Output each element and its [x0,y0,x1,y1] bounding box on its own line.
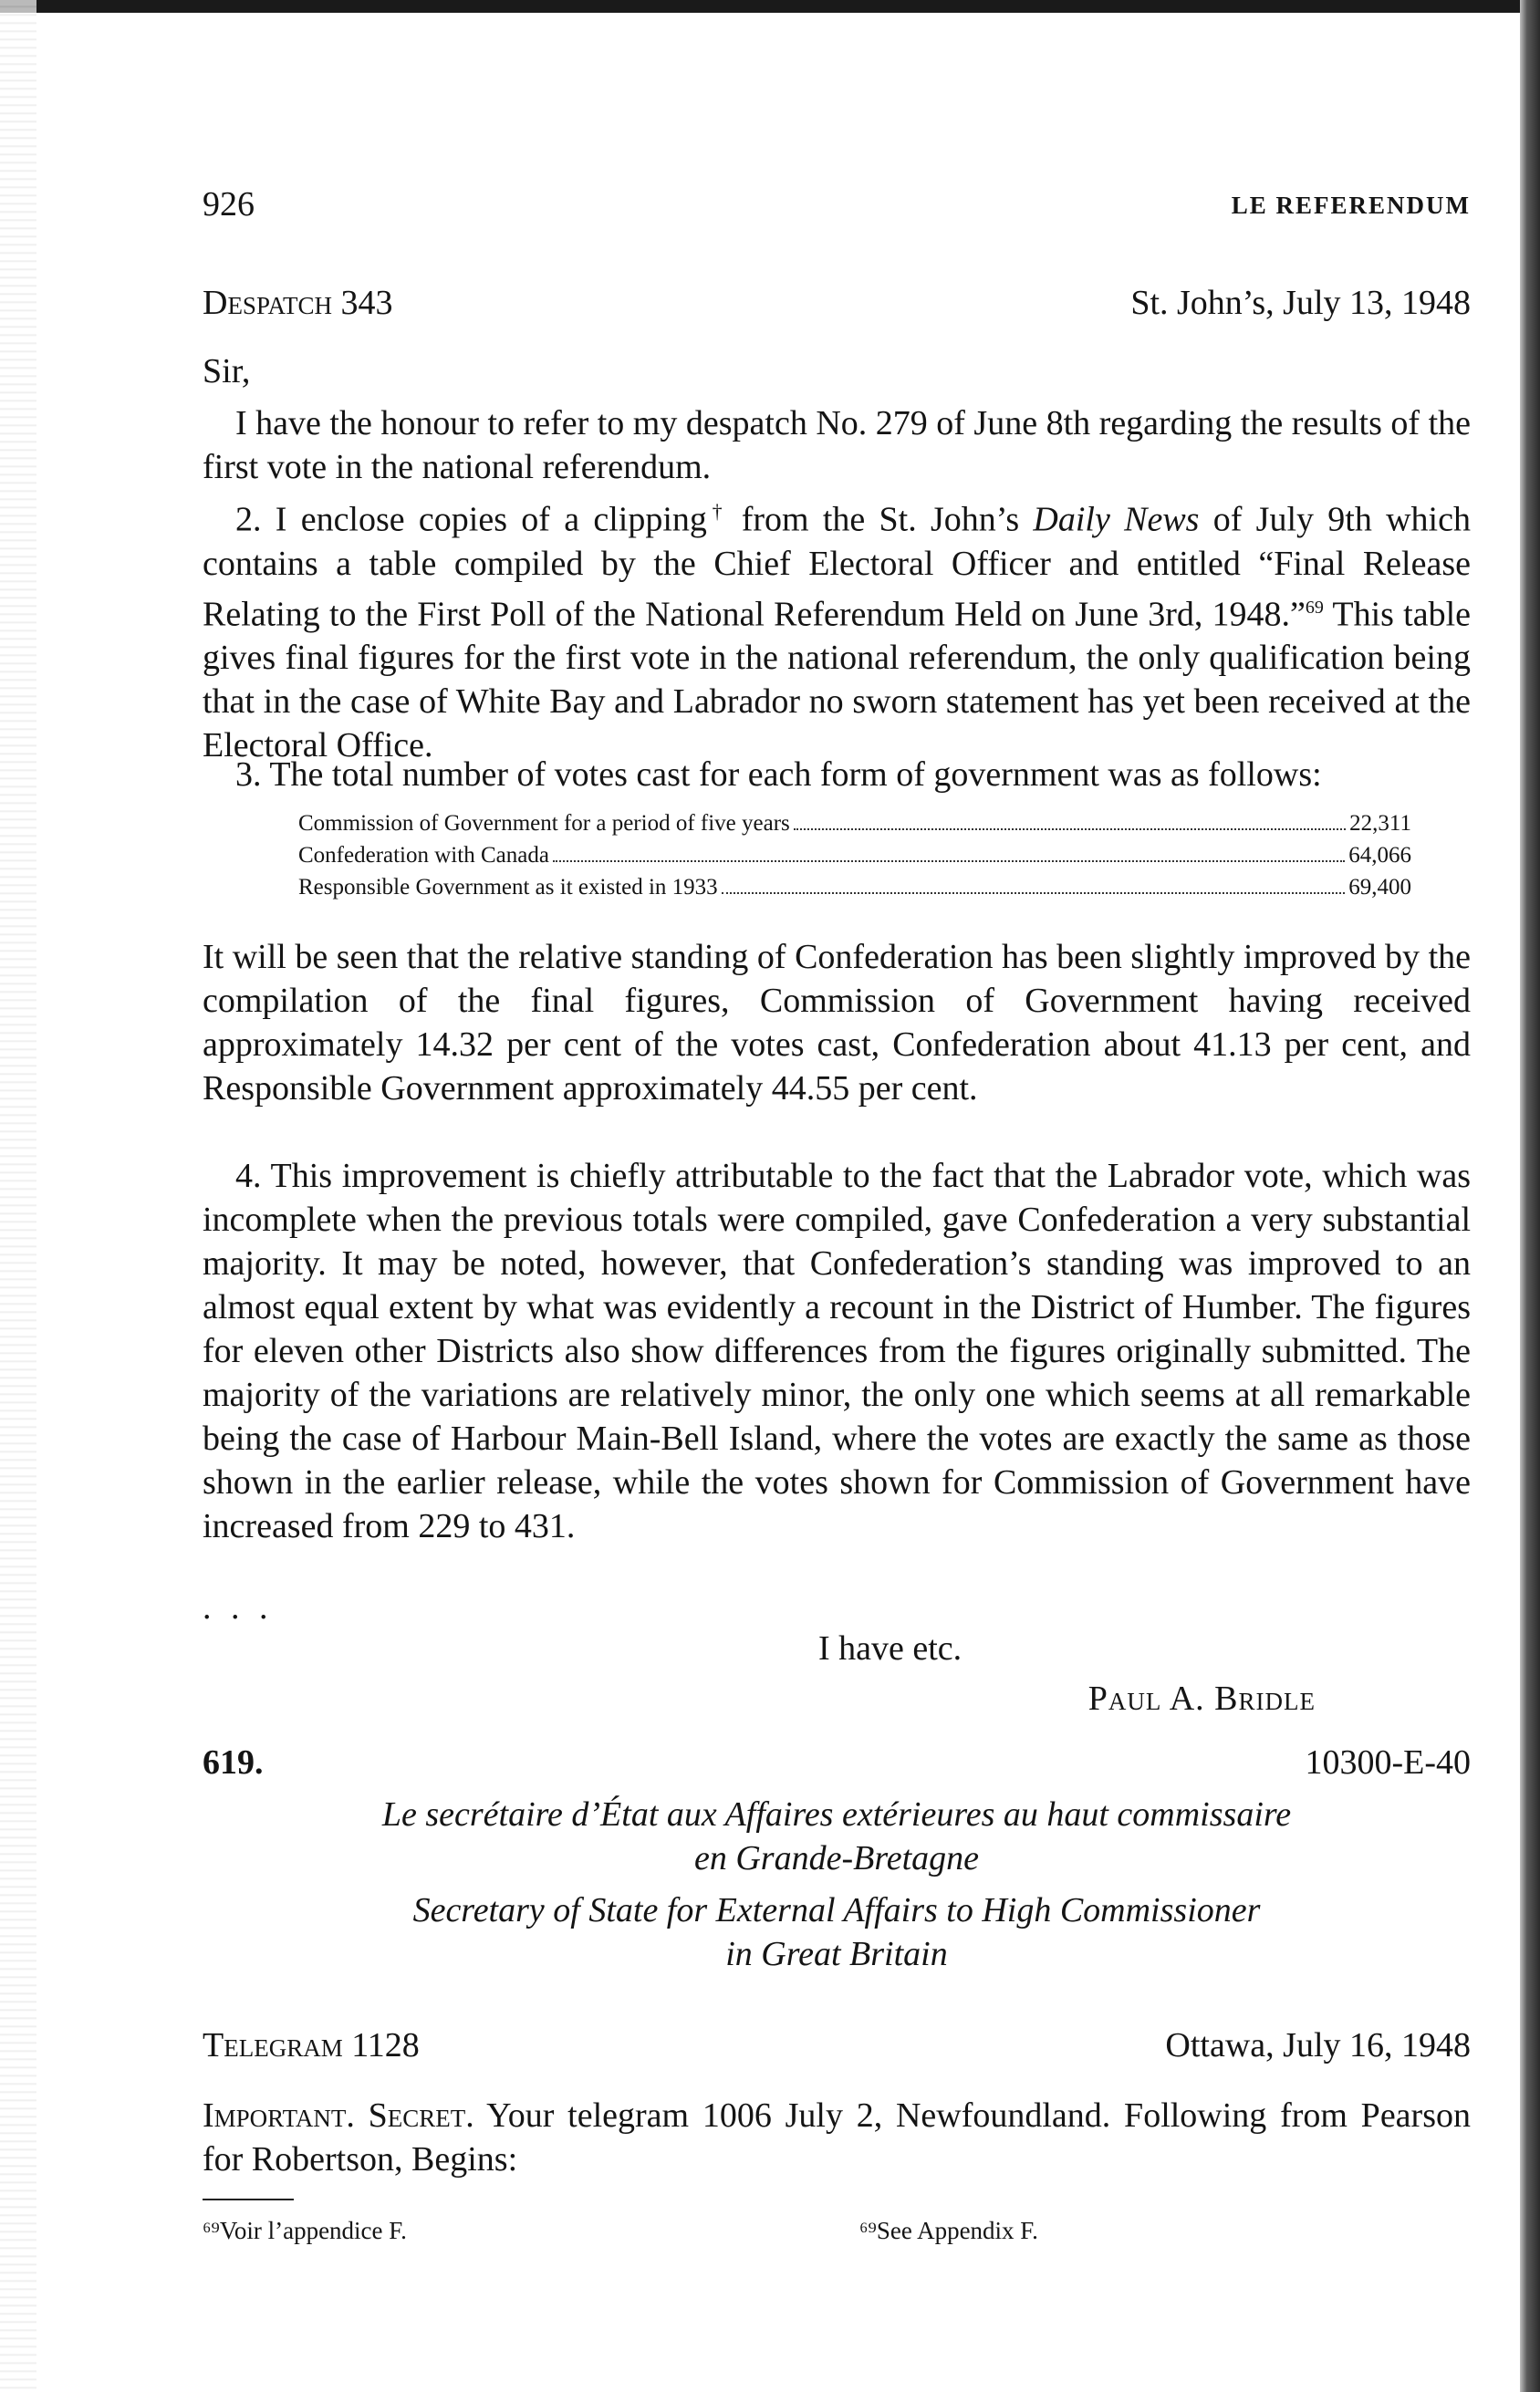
leader-dots [553,860,1345,862]
title-english [203,1888,1471,1976]
vote-count: 69,400 [1348,875,1411,900]
footnote-rule [203,2199,294,2200]
scan-edge-top [0,0,1540,13]
vote-row [298,871,1411,903]
votes-table [298,807,1411,903]
footnote-ref-69: 69 [1305,597,1324,618]
telegram-body [203,2094,1471,2181]
omission-ellipsis: . . . [203,1588,274,1627]
paragraph-2-c: of July 9th which contains a table compiled by the Chief Electoral Officer and entitled “Final Release Relating to the First Poll of the National Referendum Held on June 3rd, 1948.” [203,500,1471,634]
footnote-french: ⁶⁹Voir l’appendice F. [203,2217,407,2244]
title-english-line-1: Secretary of State for External Affairs to High Commissioner [412,1891,1261,1929]
signature: Paul A. Bridle [1087,1680,1316,1718]
dagger-mark: † [706,500,728,523]
document-number: 619. [203,1743,264,1782]
vote-label: Commission of Government for a period of five years [298,811,790,836]
vote-count: 22,311 [1349,811,1411,836]
vote-label: Responsible Government as it existed in 1933 [298,875,718,900]
telegram-dateline [203,2025,1471,2071]
telegram-date: Ottawa, July 16, 1948 [1165,2026,1471,2064]
paragraph-2 [203,490,1471,767]
scan-edge-left [0,0,36,2392]
paragraph-2-a: 2. I enclose copies of a clipping [235,500,707,539]
newspaper-title: Daily News [1033,500,1200,539]
title-french-line-1: Le secrétaire d’État aux Affaires extérieures au haut commissaire [381,1795,1292,1834]
paragraph-1: I have the honour to refer to my despatch No. 279 of June 8th regarding the results of the first vote in the national referendum. [203,404,1471,486]
closing: I have etc. [818,1629,962,1668]
paragraph-3: 3. The total number of votes cast for each form of government was as follows: [235,755,1322,794]
paragraph-3-continued: It will be seen that the relative standing of Confederation has been slightly improved by the compilation of the final figures, Commission of Government having received approximately 14.32 per cent of the votes cast, Confederation about 41.13 per cent, and Responsible Government approximately 44.55 per cent. [203,938,1471,1108]
telegram-text: Your telegram 1006 July 2, Newfoundland. Following from Pearson for Robertson, Begins: [203,2096,1471,2179]
despatch-label: Despatch 343 [203,284,393,322]
page-header [203,184,1471,230]
title-english-line-2: in Great Britain [725,1935,948,1973]
vote-label: Confederation with Canada [298,843,549,868]
classification: Important. Secret. [203,2096,474,2135]
despatch-date: St. John’s, July 13, 1948 [1130,284,1471,322]
file-reference: 10300-E-40 [1305,1743,1471,1782]
despatch-dateline [203,283,1471,328]
scan-edge-right [1520,0,1540,2392]
footnote-english: ⁶⁹See Appendix F. [859,2217,1038,2244]
running-head: LE REFERENDUM [1231,192,1471,219]
paragraph-4: 4. This improvement is chiefly attributable to the fact that the Labrador vote, which was incomplete when the previous totals were compiled, gave Confederation a very substantial majority. It may be noted, however, that Confederation’s standing was improved to an almost equal extent by what was evidently a recount in the District of Humber. The figures for eleven other Districts also show differences from the figures originally submitted. The majority of the variations are relatively minor, the only one which seems at all remarkable being the case of Harbour Main-Bell Island, where the votes are exactly the same as those shown in the earlier release, while the votes shown for Commission of Government have increased from 229 to 431. [203,1157,1471,1545]
leader-dots [722,892,1346,894]
page-number: 926 [203,185,255,224]
title-french-line-2: en Grande-Bretagne [694,1839,979,1877]
title-french [203,1793,1471,1880]
leader-dots [794,828,1346,830]
telegram-label: Telegram 1128 [203,2026,420,2064]
vote-row [298,807,1411,839]
paragraph-2-b: from the St. John’s [727,500,1034,539]
salutation: Sir, [203,352,251,390]
vote-row [298,839,1411,871]
paragraph-2-d: This table gives final figures for the first vote in the national referendum, the only qualification being that in the case of White Bay and Labrador no sworn statement has yet been received at the Electoral Office. [203,595,1472,765]
vote-count: 64,066 [1348,843,1411,868]
